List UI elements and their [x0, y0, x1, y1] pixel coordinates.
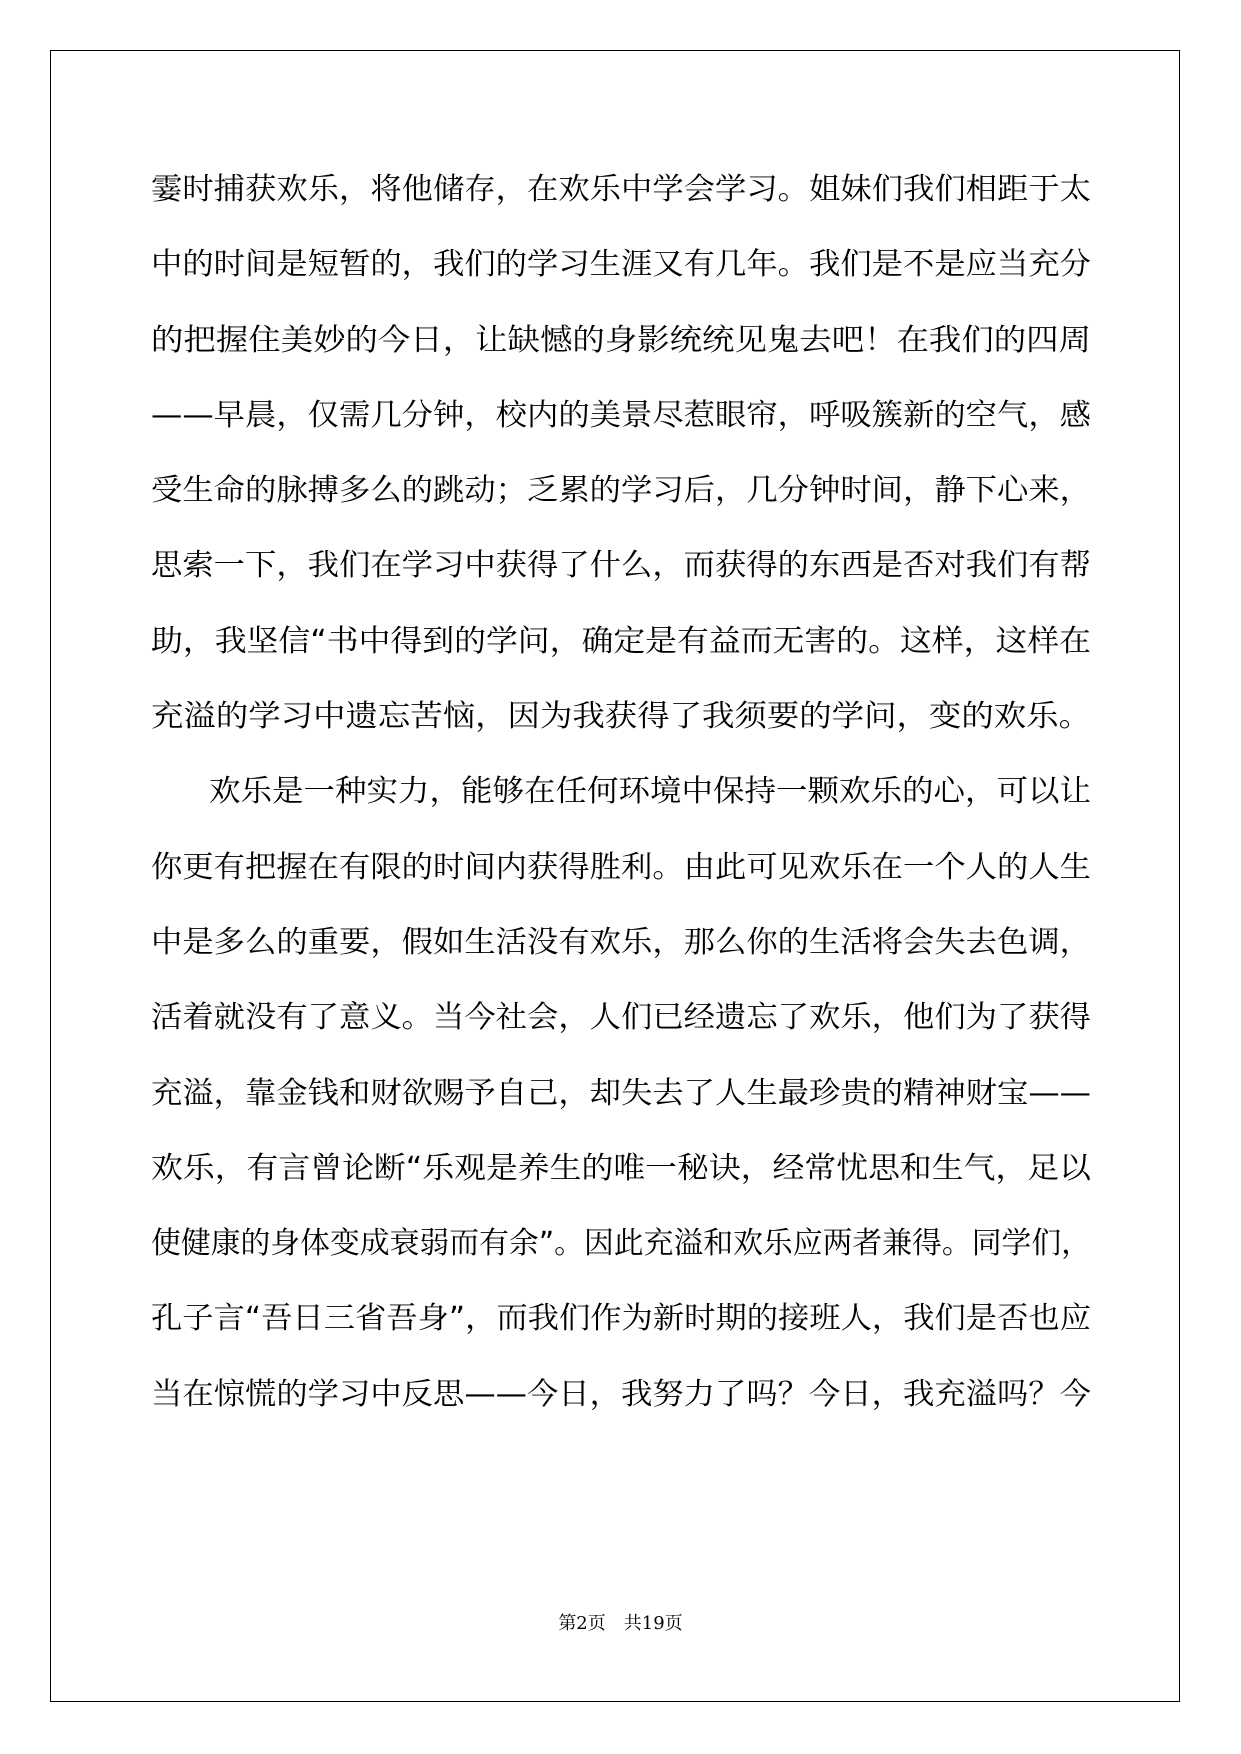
- text-line-content: 中的时间是短暂的，我们的学习生涯又有几年。我们是不是应当充分: [151, 247, 1091, 283]
- text-line: [151, 1069, 1091, 1144]
- text-line-content: 当在惊慌的学习中反思——今日，我努力了吗？今日，我充溢吗？今: [151, 1376, 1091, 1412]
- text-line-content: 霎时捕获欢乐，将他储存，在欢乐中学会学习。姐妹们我们相距于太: [151, 172, 1091, 207]
- page-footer: 第2页 共19页: [558, 1613, 683, 1634]
- text-line: [151, 316, 1091, 391]
- text-line: [151, 993, 1091, 1068]
- text-line: [151, 617, 1091, 692]
- document-body: [151, 165, 1091, 1445]
- text-line: [151, 1219, 1091, 1294]
- text-line: [151, 1294, 1091, 1369]
- text-line: [151, 767, 1091, 842]
- text-line: [151, 1144, 1091, 1219]
- text-line-content: 充溢，靠金钱和财欲赐予自己，却失去了人生最珍贵的精神财宝——: [151, 1075, 1091, 1111]
- text-line-content: 思索一下，我们在学习中获得了什么，而获得的东西是否对我们有帮: [151, 548, 1091, 584]
- text-line-content: ——早晨，仅需几分钟，校内的美景尽惹眼帘，呼吸簇新的空气，感: [151, 397, 1091, 433]
- text-line: [151, 692, 1091, 767]
- text-line: [151, 843, 1091, 918]
- text-line: [151, 541, 1091, 616]
- text-line: [151, 391, 1091, 466]
- text-line: [151, 165, 1091, 240]
- text-line-content: 欢乐，有言曾论断“乐观是养生的唯一秘诀，经常忧思和生气，足以: [151, 1150, 1091, 1186]
- text-line-content: 孔子言“吾日三省吾身”，而我们作为新时期的接班人，我们是否也应: [151, 1301, 1091, 1337]
- text-line: [151, 1370, 1091, 1445]
- text-line-content: 你更有把握在有限的时间内获得胜利。由此可见欢乐在一个人的人生: [151, 849, 1091, 885]
- text-line-content: 充溢的学习中遗忘苦恼，因为我获得了我须要的学问，变的欢乐。: [151, 699, 1091, 735]
- text-line: [151, 466, 1091, 541]
- text-line: [151, 918, 1091, 993]
- text-line-content: 欢乐是一种实力，能够在任何环境中保持一颗欢乐的心，可以让: [209, 774, 1091, 810]
- text-line-content: 的把握住美妙的今日，让缺憾的身影统统见鬼去吧！在我们的四周: [151, 322, 1091, 358]
- text-line: [151, 240, 1091, 315]
- text-line-content: 使健康的身体变成衰弱而有余”。因此充溢和欢乐应两者兼得。同学们，: [151, 1226, 1091, 1262]
- text-line-content: 受生命的脉搏多么的跳动；乏累的学习后，几分钟时间，静下心来，: [151, 473, 1091, 509]
- text-line-content: 活着就没有了意义。当今社会，人们已经遗忘了欢乐，他们为了获得: [151, 1000, 1091, 1036]
- text-line-content: 中是多么的重要，假如生活没有欢乐，那么你的生活将会失去色调，: [151, 924, 1091, 960]
- text-line-content: 助，我坚信“书中得到的学问，确定是有益而无害的。这样，这样在: [151, 623, 1091, 659]
